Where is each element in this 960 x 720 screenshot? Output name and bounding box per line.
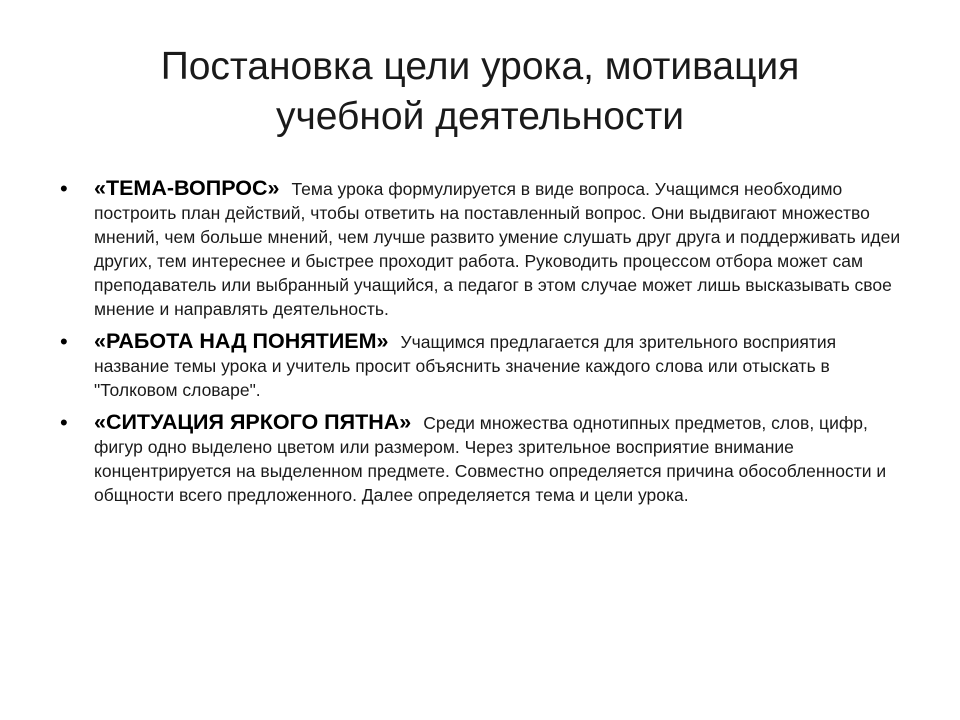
slide-title-line-2: учебной деятельности xyxy=(275,95,685,138)
item-description: Тема урока формулируется в виде вопроса. Учащимся необходимо построить план действий, чтобы ответить на поставленный вопрос. Они выдвигают множество мнений, чем больше мнений, чем лучше развито умение слушать друг друга и поддерживать идеи других, тем интереснее и быстрее проходит работа. Руководить процессом отбора может сам преподаватель или выбранный учащийся, а педагог в этом случае может лишь высказывать свое мнение и направлять деятельность. xyxy=(94,179,901,319)
slide-title xyxy=(60,42,900,142)
item-description: Учащимся предлагается для зрительного восприятия название темы урока и учитель просит объяснить значение каждого слова или отыскать в "Толковом словаре". xyxy=(94,332,837,400)
list-item-content xyxy=(94,329,910,402)
bullet-icon: • xyxy=(60,410,68,435)
item-term: «РАБОТА НАД ПОНЯТИЕМ» xyxy=(94,329,389,353)
list-item-tema-vopros xyxy=(60,176,910,321)
bullet-list xyxy=(60,176,910,515)
item-description: Среди множества однотипных предметов, слов, цифр, фигур одно выделено цветом или размером. Через зрительное восприятие внимание концентрируется на выделенном предмете. Совместно определяется причина обособленности и общности всего предложенного. Далее определяется тема и цели урока. xyxy=(94,413,887,505)
bullet-icon: • xyxy=(60,176,68,201)
item-term: «ТЕМА-ВОПРОС» xyxy=(94,176,280,200)
list-item-rabota-nad-ponyatiem xyxy=(60,329,910,402)
bullet-icon: • xyxy=(60,329,68,354)
list-item-content xyxy=(94,176,910,321)
slide-title-line-1: Постановка цели урока, мотивация xyxy=(160,45,800,88)
list-item-situatsiya-yarkogo-pyatna xyxy=(60,410,910,507)
list-item-content xyxy=(94,410,910,507)
item-term: «СИТУАЦИЯ ЯРКОГО ПЯТНА» xyxy=(94,410,412,434)
